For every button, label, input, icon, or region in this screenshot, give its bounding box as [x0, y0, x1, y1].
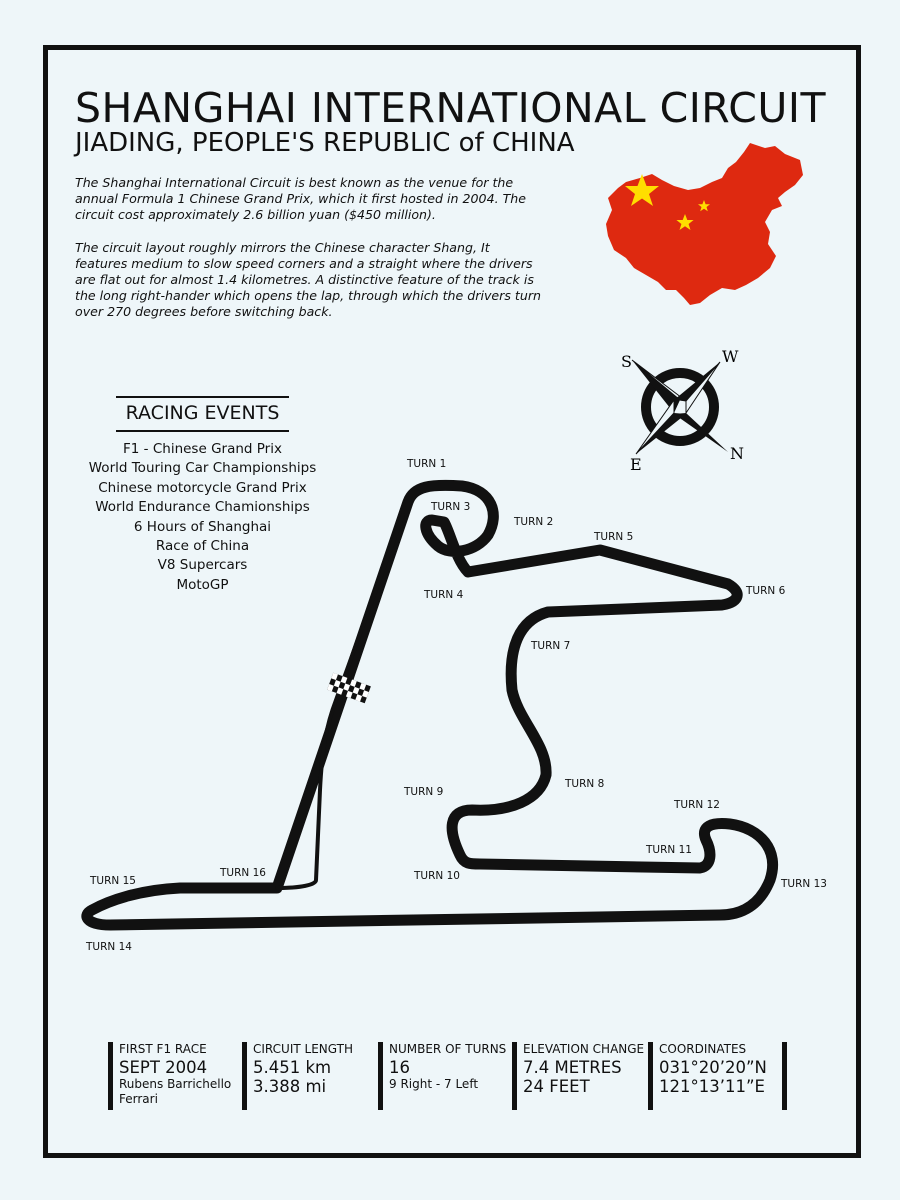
- stat-heading: NUMBER OF TURNS: [389, 1042, 507, 1056]
- page-subtitle: JIADING, PEOPLE'S REPUBLIC of CHINA: [75, 128, 575, 158]
- event-item: V8 Supercars: [157, 557, 248, 574]
- stat-coordinates: [648, 1042, 784, 1110]
- event-item: 6 Hours of Shanghai: [133, 518, 272, 535]
- event-item: F1 - Chinese Grand Prix: [123, 441, 282, 457]
- stat-sub: Ferrari: [119, 1092, 158, 1106]
- stat-value: SEPT 2004: [119, 1058, 208, 1077]
- turn-label-4: TURN 4: [424, 589, 464, 601]
- turn-label-8: TURN 8: [565, 778, 605, 790]
- turn-label-3: TURN 3: [431, 501, 471, 513]
- turn-label-16: TURN 16: [220, 867, 266, 879]
- stat-heading: COORDINATES: [659, 1042, 747, 1056]
- event-item: MotoGP: [176, 576, 229, 593]
- stat-value: 7.4 METRES: [523, 1058, 622, 1077]
- turn-label-15: TURN 15: [90, 875, 136, 887]
- stat-sub: Rubens Barrichello: [119, 1077, 232, 1091]
- turn-label-9: TURN 9: [404, 786, 444, 798]
- compass-label-n: N: [730, 444, 744, 463]
- stat-heading: FIRST F1 RACE: [119, 1042, 207, 1056]
- event-item: World Touring Car Championships: [88, 460, 317, 477]
- stat-sub: 9 Right - 7 Left: [389, 1077, 479, 1091]
- turn-label-2: TURN 2: [514, 516, 554, 528]
- stat-value: 16: [389, 1058, 410, 1077]
- page-title: SHANGHAI INTERNATIONAL CIRCUIT: [75, 84, 827, 132]
- turn-label-14: TURN 14: [86, 941, 132, 953]
- event-item: World Endurance Chamionships: [95, 499, 310, 516]
- turn-label-12: TURN 12: [674, 799, 720, 811]
- racing-events-title: RACING EVENTS: [116, 396, 290, 432]
- stat-value: 121°13’11”E: [659, 1077, 765, 1096]
- stat-value: 5.451 km: [253, 1058, 332, 1077]
- stat-heading: CIRCUIT LENGTH: [253, 1042, 353, 1056]
- turn-label-13: TURN 13: [781, 878, 827, 890]
- turn-label-6: TURN 6: [746, 585, 786, 597]
- compass-label-s: S: [621, 352, 632, 371]
- stat-elevation-change: [512, 1042, 648, 1110]
- event-item: Race of China: [155, 538, 250, 555]
- turn-label-7: TURN 7: [531, 640, 571, 652]
- stat-value: 3.388 mi: [253, 1077, 327, 1096]
- turn-label-5: TURN 5: [594, 531, 634, 543]
- turn-label-11: TURN 11: [646, 844, 692, 856]
- stats-end-divider: [782, 1042, 787, 1110]
- stat-value: 24 FEET: [523, 1077, 590, 1096]
- stat-first-race: [108, 1042, 244, 1110]
- stat-number-of-turns: [378, 1042, 514, 1110]
- description-paragraph-1: The Shanghai International Circuit is best known as the venue for the annual Formula 1 Chinese Grand Prix, which it first hosted in 2004. The circuit cost approximately 2.6 billion yuan ($450 million).: [75, 175, 527, 222]
- compass-label-e: E: [630, 455, 642, 474]
- description-paragraph-2: The circuit layout roughly mirrors the Chinese character Shang, It features medium to slow speed corners and a straight where the drivers are flat out for almost 1.4 kilometres. A distinctive feature of the track is the long right-hander which opens the lap, through which the drivers turn over 270 degrees before switching back.: [75, 240, 541, 319]
- track-outline: [87, 485, 773, 925]
- event-item: Chinese motorcycle Grand Prix: [98, 479, 307, 496]
- stat-value: 031°20’20”N: [659, 1058, 767, 1077]
- stat-circuit-length: [242, 1042, 378, 1110]
- turn-label-1: TURN 1: [407, 458, 447, 470]
- compass-label-w: W: [722, 347, 739, 366]
- turn-label-10: TURN 10: [414, 870, 460, 882]
- stat-heading: ELEVATION CHANGE: [523, 1042, 645, 1056]
